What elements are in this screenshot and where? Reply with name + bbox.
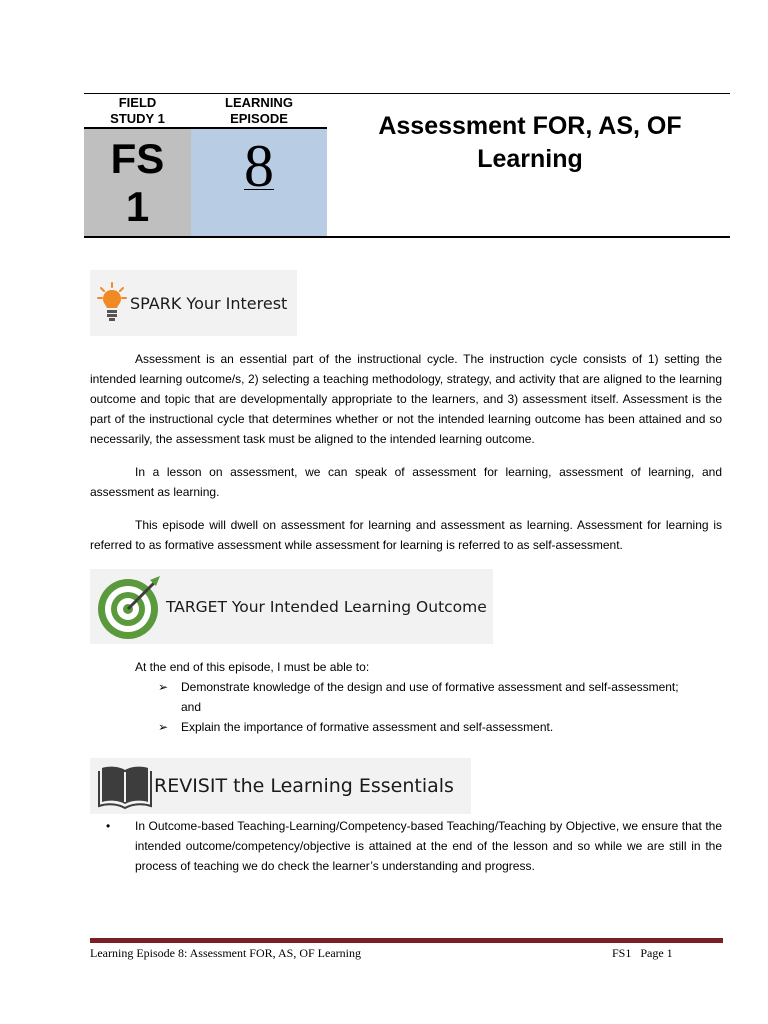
learning-episode-label-line-2: EPISODE <box>230 111 288 126</box>
outcomes-intro: At the end of this episode, I must be able to: <box>135 660 370 674</box>
fs-code-box <box>84 129 191 236</box>
outcome-item-1-continued: and <box>181 700 202 714</box>
header-bottom-rule <box>84 236 730 238</box>
footer-episode-title: Learning Episode 8: Assessment FOR, AS, OF Learning <box>90 946 361 960</box>
paragraph-1 <box>90 349 722 449</box>
fs-code-line-1: FS <box>110 134 165 182</box>
field-study-label <box>84 95 191 127</box>
paragraph-1-text: Assessment is an essential part of the instructional cycle. The instruction cycle consists of 1) setting the intended learning outcome/s, 2) selecting a teaching methodology, strategy, and activity that are aligned to the learning outcome and topic that are developmentally appropriate to the learners, and 3) assessment itself. Assessment is the part of the instructional cycle that determines whether or not the intended learning outcome has been attained and so necessarily, the assessment task must be aligned to the intended learning outcome. <box>90 352 722 446</box>
spark-title: SPARK Your Interest <box>130 293 288 313</box>
footer-rule <box>90 938 723 943</box>
outcome-item-2: Explain the importance of formative assessment and self-assessment. <box>181 720 554 734</box>
learning-episode-label-line-1: LEARNING <box>225 95 293 110</box>
page-title <box>330 110 730 176</box>
header-top-rule <box>84 93 730 94</box>
learning-episode-label <box>191 95 327 127</box>
revisit-title: REVISIT the Learning Essentials <box>154 775 454 797</box>
page-title-line-1: Assessment FOR, AS, OF <box>378 112 682 140</box>
essentials-bullet-1: • <box>106 819 111 833</box>
paragraph-2-text: In a lesson on assessment, we can speak of assessment for learning, assessment of learning, and assessment as learning. <box>90 465 722 499</box>
essentials-item-1: In Outcome-based Teaching-Learning/Competency-based Teaching/Teaching by Objective, we ensure that the intended outcome/competency/objective is attained at the end of the lesson and so while we are still in the process of teaching we do check the learner’s understanding and progress. <box>135 819 722 873</box>
episode-number: 8 <box>244 133 274 199</box>
paragraph-2 <box>90 462 722 502</box>
book-icon <box>98 762 152 810</box>
paragraph-3-text: This episode will dwell on assessment for learning and assessment as learning. Assessment for learning is referred to as formative assessment while assessment for learning is referred to as self-assessment. <box>90 518 722 552</box>
outcome-marker-2: ➢ <box>158 720 169 734</box>
paragraph-3 <box>90 515 722 555</box>
lightbulb-icon <box>96 281 128 325</box>
target-banner <box>90 569 493 644</box>
episode-number-box <box>191 129 327 236</box>
revisit-banner <box>90 758 471 814</box>
field-study-label-line-2: STUDY 1 <box>110 111 165 126</box>
target-title: TARGET Your Intended Learning Outcome <box>166 597 487 616</box>
footer-page-number: FS1 Page 1 <box>612 946 673 960</box>
outcome-marker-1: ➢ <box>158 680 169 694</box>
field-study-label-line-1: FIELD <box>118 95 157 110</box>
page-title-line-2: Learning <box>477 145 583 173</box>
fs-code-line-2: 1 <box>125 182 150 230</box>
spark-banner <box>90 270 297 336</box>
target-icon <box>94 572 164 642</box>
outcome-item-1: Demonstrate knowledge of the design and use of formative assessment and self-assessment; <box>181 680 679 694</box>
